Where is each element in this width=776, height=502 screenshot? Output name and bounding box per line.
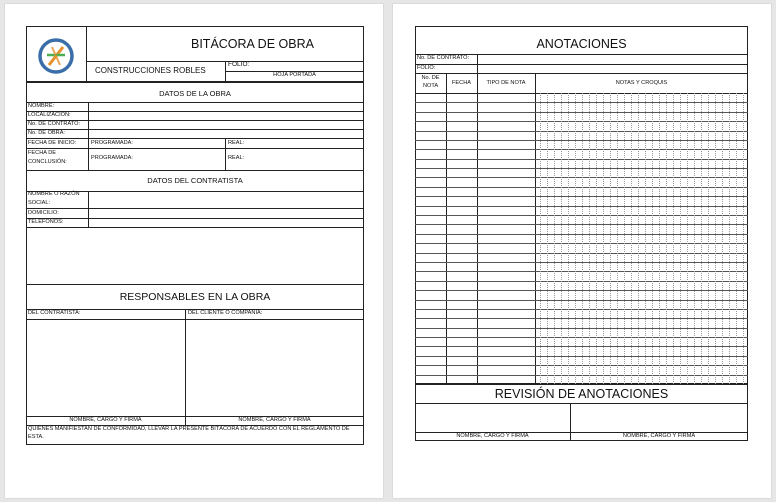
sketch-dotted-line	[729, 93, 730, 384]
sketch-dotted-line	[687, 93, 688, 384]
label-localizacion: LOCALIZACIÓN:	[28, 112, 71, 118]
label-contrato: No. DE CONTRATO:	[28, 121, 81, 127]
col-no-nota-2: NOTA	[422, 83, 439, 89]
label-telefonos: TELÉFONOS:	[28, 219, 64, 225]
label-del-contratista: DEL CONTRATISTA:	[28, 310, 81, 316]
revision-firma-1: NOMBRE, CARGO Y FIRMA	[456, 433, 529, 439]
sketch-dotted-line	[617, 93, 618, 384]
col-fecha: FECHA	[452, 80, 471, 86]
revision-firma-2: NOMBRE, CARGO Y FIRMA	[622, 433, 696, 439]
label-fecha-conclusion-2: CONCLUSIÓN:	[28, 159, 67, 165]
sketch-dotted-line	[603, 93, 604, 384]
col-tipo-nota: TIPO DE NOTA	[486, 80, 526, 86]
anotaciones-title: ANOTACIONES	[536, 37, 627, 51]
label-fecha-conclusion-1: FECHA DE	[28, 150, 56, 156]
hoja-portada-label: HOJA PORTADA	[273, 72, 316, 78]
sketch-dotted-line	[652, 93, 653, 384]
col-notas-croquis: NOTAS Y CROQUIS	[615, 80, 668, 86]
sketch-dotted-line	[701, 93, 702, 384]
sketch-dotted-line	[547, 93, 548, 384]
page-portada	[5, 4, 383, 498]
company-name: CONSTRUCCIONES ROBLES	[95, 66, 206, 75]
sketch-dotted-line	[610, 93, 611, 384]
sketch-dotted-line	[743, 93, 744, 384]
datos-contratista-heading: DATOS DEL CONTRATISTA	[147, 176, 243, 185]
document-title: BITÁCORA DE OBRA	[191, 37, 314, 51]
label-real-inicio: REAL:	[228, 140, 245, 146]
form-frame	[26, 82, 364, 445]
sketch-dotted-line	[568, 93, 569, 384]
col-no-nota-1: No. DE	[421, 75, 440, 81]
footer-text-1: QUIENES MANIFIESTAN DE CONFORMIDAD, LLEVAR LA PRESENTE BITÁCORA DE ACUERDO CON EL REGLAMENTO DE	[28, 426, 350, 432]
sketch-dotted-line	[596, 93, 597, 384]
sketch-dotted-line	[666, 93, 667, 384]
sketch-dotted-line	[638, 93, 639, 384]
sketch-dotted-line	[708, 93, 709, 384]
folio-label: FOLIO:	[228, 61, 250, 68]
sketch-dotted-line	[631, 93, 632, 384]
company-logo-icon	[37, 37, 75, 75]
label-folio-anotaciones: FOLIO:	[417, 65, 436, 71]
label-del-cliente: DEL CLIENTE O COMPAÑÍA:	[188, 310, 263, 316]
sketch-dotted-line	[589, 93, 590, 384]
footer-text-2: ESTA.	[28, 434, 44, 440]
label-razon-social-2: SOCIAL:	[28, 200, 51, 206]
sketch-dotted-line	[722, 93, 723, 384]
sketch-dotted-line	[582, 93, 583, 384]
label-real-conclusion: REAL:	[228, 155, 245, 161]
sketch-dotted-line	[540, 93, 541, 384]
sketch-dotted-line	[575, 93, 576, 384]
label-razon-social-1: NOMBRE O RAZÓN	[28, 191, 80, 197]
sketch-dotted-line	[554, 93, 555, 384]
page-anotaciones	[393, 4, 771, 498]
revision-title: REVISIÓN DE ANOTACIONES	[494, 387, 669, 401]
sketch-dotted-line	[659, 93, 660, 384]
firma-cliente: NOMBRE, CARGO Y FIRMA	[238, 417, 311, 423]
sketch-dotted-line	[694, 93, 695, 384]
sketch-dotted-line	[645, 93, 646, 384]
responsables-heading: RESPONSABLES EN LA OBRA	[119, 291, 271, 303]
sketch-dotted-line	[680, 93, 681, 384]
firma-contratista: NOMBRE, CARGO Y FIRMA	[69, 417, 142, 423]
sketch-dotted-line	[715, 93, 716, 384]
datos-obra-heading: DATOS DE LA OBRA	[159, 89, 231, 98]
label-contrato-anotaciones: No. DE CONTRATO:	[417, 55, 470, 61]
label-domicilio: DOMICILIO:	[28, 210, 59, 216]
label-fecha-inicio: FECHA DE INICIO:	[28, 140, 77, 146]
sketch-dotted-line	[561, 93, 562, 384]
label-nombre: NOMBRE:	[28, 103, 55, 109]
label-programada-conclusion: PROGRAMADA:	[91, 155, 133, 161]
label-programada-inicio: PROGRAMADA:	[91, 140, 133, 146]
sketch-dotted-line	[736, 93, 737, 384]
label-obra: No. DE OBRA:	[28, 130, 65, 136]
sketch-dotted-line	[673, 93, 674, 384]
sketch-dotted-line	[624, 93, 625, 384]
